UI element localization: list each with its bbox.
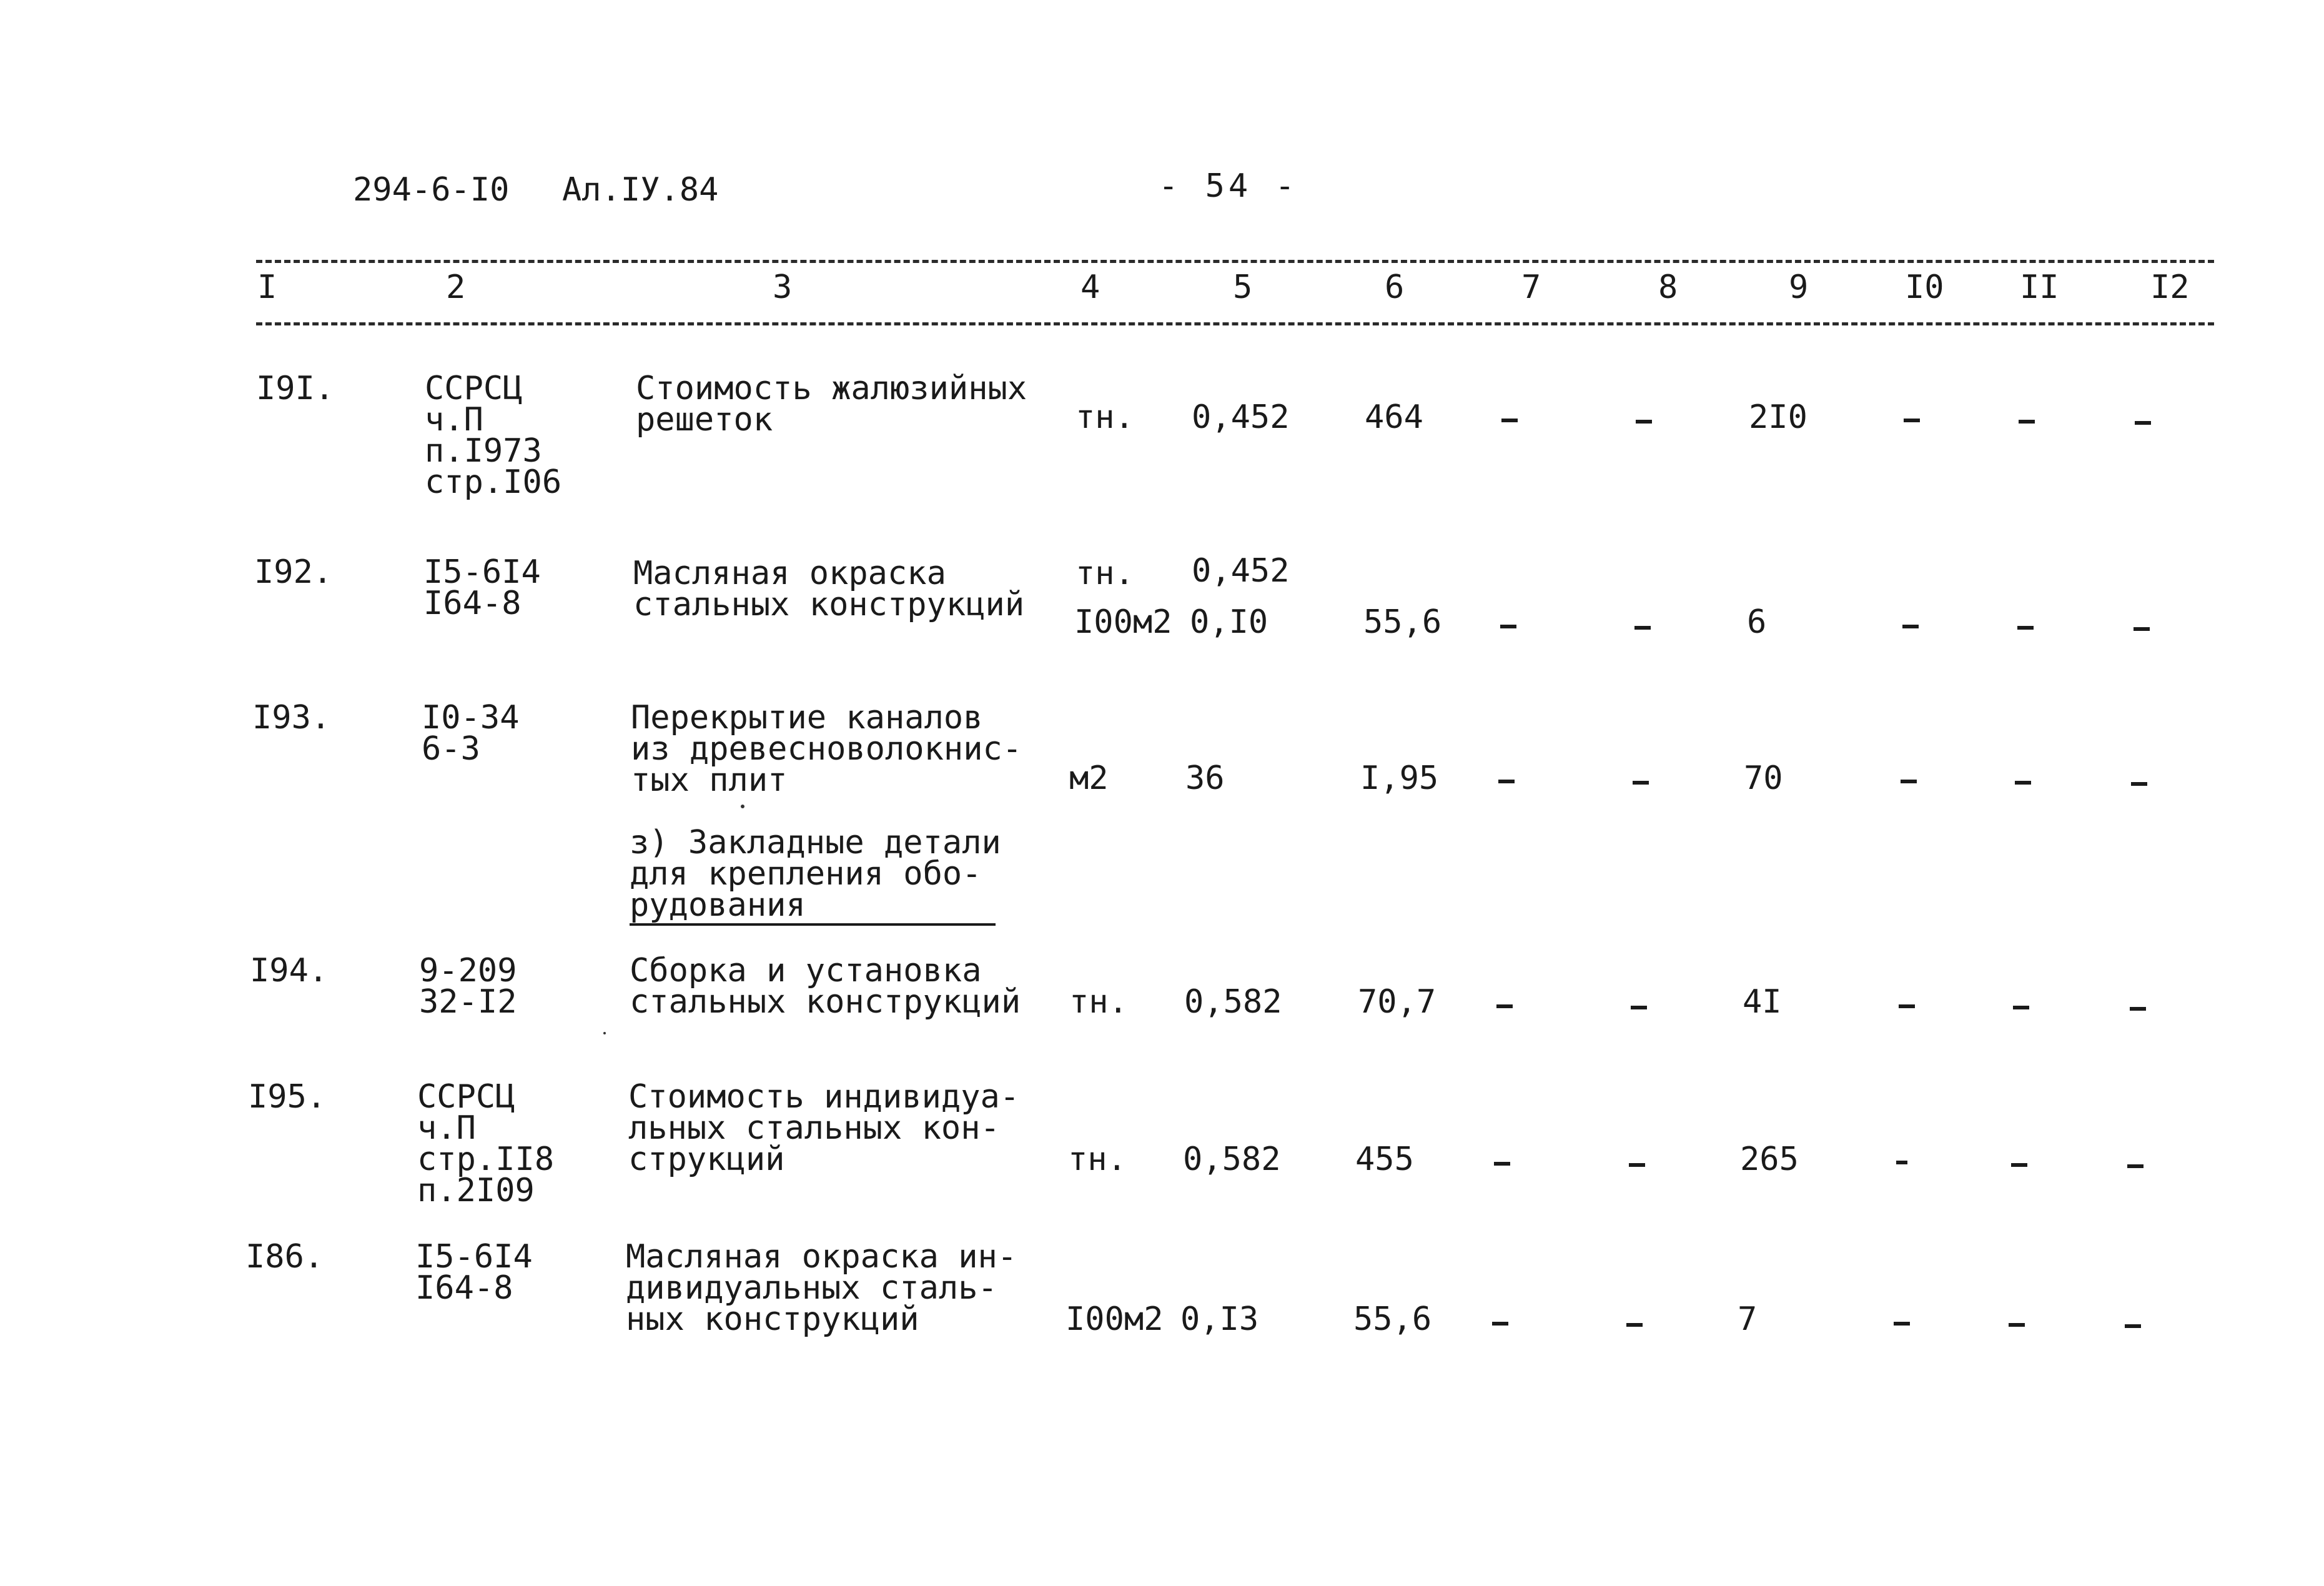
work-description: тых плит	[631, 761, 788, 799]
empty-cell-dash	[1494, 1162, 1510, 1166]
unit: тн.	[1075, 399, 1134, 436]
empty-cell-dash	[1626, 1323, 1643, 1327]
work-description: дивидуальных сталь-	[626, 1269, 997, 1307]
row-number: I93.	[252, 699, 331, 736]
empty-cell-dash	[2013, 1006, 2029, 1009]
section-heading-line: рудования	[630, 886, 806, 924]
work-description: Сборка и установка	[630, 952, 982, 989]
empty-cell-dash	[1631, 1006, 1647, 1009]
work-description: льных стальных кон-	[628, 1109, 1000, 1147]
stray-mark	[741, 805, 744, 808]
section-heading-line: з) Закладные детали	[630, 824, 1001, 861]
norm-code: I0-34	[422, 699, 520, 736]
norm-code: п.2I09	[417, 1172, 535, 1209]
doc-code: 294-6-I0	[353, 171, 510, 209]
empty-cell-dash	[1896, 1161, 1907, 1164]
work-description: из древесноволокнис-	[631, 730, 1022, 768]
empty-cell-dash	[1496, 1004, 1513, 1008]
work-description: стальных конструкций	[633, 586, 1025, 623]
norm-code: I5-6I4	[423, 553, 541, 591]
empty-cell-dash	[1501, 419, 1518, 422]
work-description: Масляная окраска	[633, 555, 946, 592]
work-description: Стоимость индивидуа-	[628, 1078, 1020, 1116]
norm-code: ч.П	[425, 401, 483, 439]
norm-code: п.I973	[425, 432, 542, 470]
unit: тн.	[1068, 1141, 1127, 1178]
empty-cell-dash	[1899, 1004, 1915, 1008]
work-description: Перекрытие каналов	[631, 699, 983, 736]
column-header: 2	[446, 269, 466, 306]
total-cost: 7	[1738, 1301, 1758, 1338]
work-description: стальных конструкций	[630, 983, 1021, 1021]
column-header: 6	[1385, 269, 1405, 306]
album-code: Ал.IУ.84	[562, 171, 719, 209]
empty-cell-dash	[1498, 780, 1515, 783]
norm-code: I64-8	[423, 585, 522, 622]
row-number: I92.	[254, 553, 333, 591]
column-header: I2	[2150, 269, 2190, 306]
unit: I00м2	[1074, 603, 1172, 641]
row-number: I9I.	[256, 370, 335, 407]
column-header: 7	[1521, 269, 1541, 306]
empty-cell-dash	[1902, 625, 1919, 628]
work-description: ных конструкций	[626, 1301, 919, 1338]
empty-cell-dash	[1894, 1322, 1910, 1326]
header-top-rule	[256, 260, 2214, 263]
norm-code: стр.II8	[417, 1141, 555, 1178]
stray-mark	[603, 1032, 606, 1034]
empty-cell-dash	[2019, 420, 2035, 424]
unit: м2	[1069, 760, 1109, 797]
empty-cell-dash	[2131, 782, 2147, 786]
empty-cell-dash	[2011, 1163, 2027, 1167]
header-bottom-rule	[256, 322, 2214, 325]
work-description: Стоимость жалюзийных	[636, 370, 1027, 407]
section-heading-line: для крепления обо-	[630, 855, 982, 893]
row-number: I94.	[250, 952, 329, 989]
norm-code: I5-6I4	[415, 1238, 533, 1276]
empty-cell-dash	[1634, 626, 1651, 630]
quantity: 0,452	[1192, 399, 1290, 436]
quantity: 0,452	[1192, 552, 1290, 590]
norm-code: стр.I06	[425, 463, 562, 501]
empty-cell-dash	[1500, 625, 1516, 628]
empty-cell-dash	[2015, 781, 2031, 785]
unit-price: 464	[1365, 399, 1423, 436]
norm-code: I64-8	[415, 1269, 513, 1307]
unit-price: I,95	[1360, 760, 1439, 797]
norm-code: 9-209	[419, 952, 517, 989]
norm-code: ч.П	[417, 1109, 476, 1147]
work-description: решеток	[636, 401, 773, 439]
section-heading-underline	[630, 923, 996, 926]
total-cost: 6	[1747, 603, 1767, 641]
norm-code: 6-3	[422, 730, 480, 768]
total-cost: 265	[1740, 1141, 1799, 1178]
empty-cell-dash	[1636, 420, 1652, 424]
empty-cell-dash	[2125, 1324, 2141, 1328]
empty-cell-dash	[2130, 1007, 2146, 1011]
empty-cell-dash	[2009, 1323, 2025, 1327]
unit: тн.	[1069, 983, 1128, 1021]
empty-cell-dash	[2135, 421, 2151, 425]
unit-price: 455	[1355, 1141, 1414, 1178]
column-header: 5	[1233, 269, 1253, 306]
unit-price: 55,6	[1353, 1301, 1432, 1338]
quantity: 0,I3	[1180, 1301, 1259, 1338]
empty-cell-dash	[2134, 627, 2150, 631]
empty-cell-dash	[2017, 626, 2034, 630]
empty-cell-dash	[2127, 1164, 2144, 1168]
quantity: 0,582	[1184, 983, 1282, 1021]
column-header: 8	[1658, 269, 1678, 306]
column-header: I	[257, 269, 277, 306]
quantity: 36	[1185, 760, 1225, 797]
unit: тн.	[1075, 555, 1134, 592]
page-number: - 54 -	[1159, 167, 1298, 205]
quantity: 0,582	[1183, 1141, 1281, 1178]
unit: I00м2	[1066, 1301, 1164, 1338]
norm-code: ССРСЦ	[417, 1078, 515, 1116]
empty-cell-dash	[1629, 1163, 1645, 1167]
column-header: 4	[1080, 269, 1100, 306]
unit-price: 55,6	[1363, 603, 1442, 641]
quantity: 0,I0	[1190, 603, 1268, 641]
empty-cell-dash	[1492, 1322, 1508, 1326]
total-cost: 70	[1744, 760, 1783, 797]
row-number: I95.	[248, 1078, 327, 1116]
total-cost: 2I0	[1749, 399, 1807, 436]
norm-code: ССРСЦ	[425, 370, 523, 407]
norm-code: 32-I2	[419, 983, 517, 1021]
empty-cell-dash	[1633, 781, 1649, 785]
empty-cell-dash	[1904, 419, 1920, 422]
column-header: 3	[773, 269, 793, 306]
column-header: I0	[1905, 269, 1944, 306]
work-description: Масляная окраска ин-	[626, 1238, 1017, 1276]
unit-price: 70,7	[1358, 983, 1436, 1021]
work-description: струкций	[628, 1141, 785, 1178]
row-number: I86.	[245, 1238, 324, 1276]
column-header: II	[2020, 269, 2059, 306]
total-cost: 4I	[1743, 983, 1782, 1021]
empty-cell-dash	[1901, 780, 1917, 783]
column-header: 9	[1789, 269, 1809, 306]
